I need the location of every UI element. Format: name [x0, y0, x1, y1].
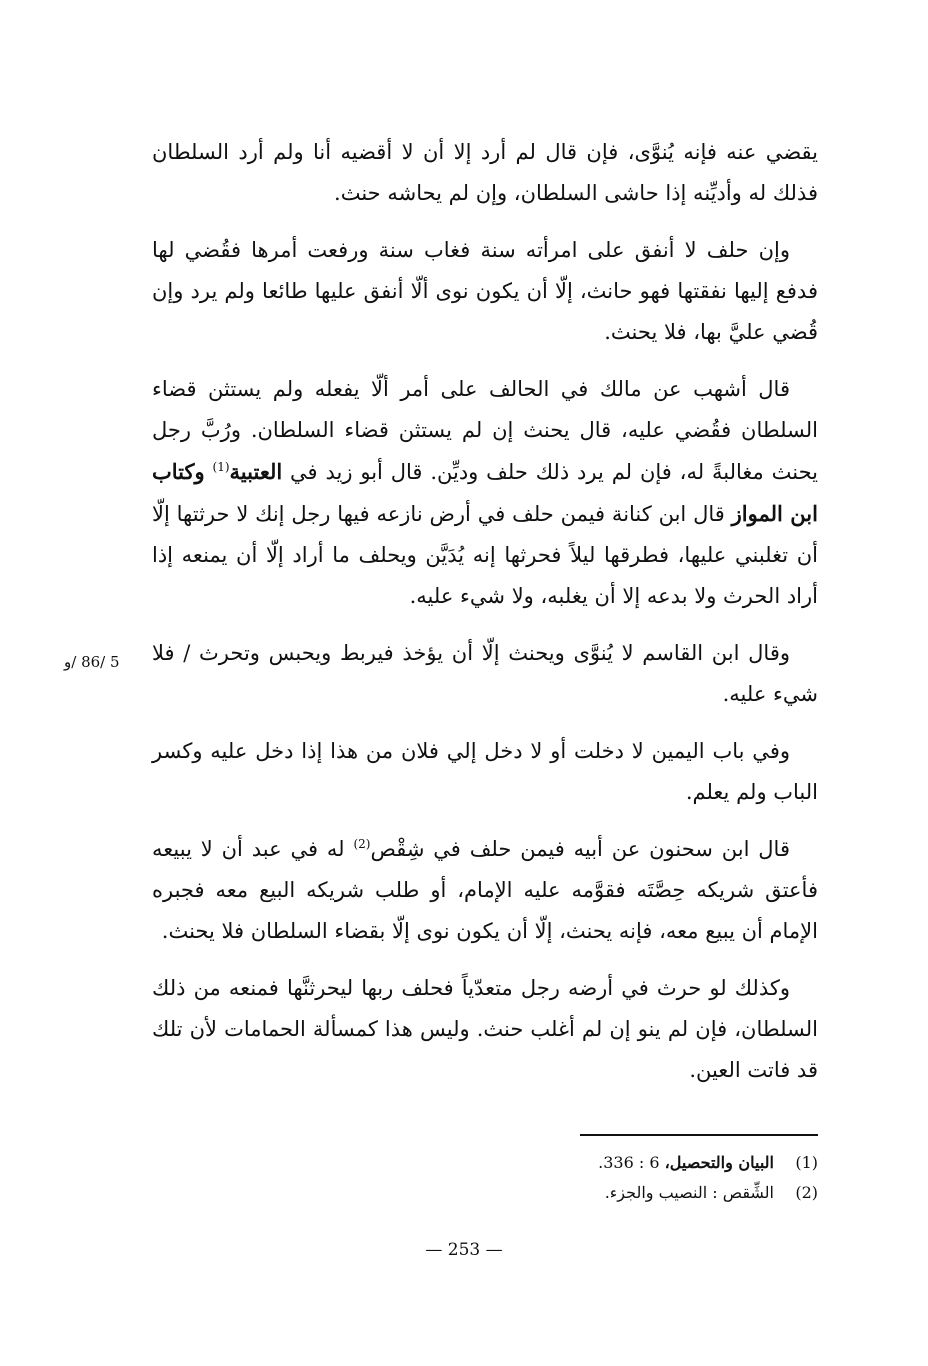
- paragraph-3: [152, 369, 818, 617]
- paragraph-6-part-2: له في عبد أن لا يبيعه فأعتق شريكه حِصَّتَه فقوَّمه عليه الإمام، أو طلب شريكه البيع معه فجبره الإمام أن يبيع معه، فإنه يحنث، إلّا أن يكون نوى إلّا بقضاء السلطان فلا يحنث.: [152, 837, 818, 943]
- paragraph-3-part-3: قال ابن كنانة فيمن حلف في أرض نازعه فيها رجل إنك لا حرثتها إلّا أن تغلبني عليها، فطرقها ليلاً فحرثها إنه يُدَيَّن ويحلف ما أراد إلّا أن يمنعه إذا أراد الحرث ولا بدعه إلا أن يغلبه، ولا شيء عليه.: [152, 502, 818, 608]
- paragraph-1: يقضي عنه فإنه يُنوَّى، فإن قال لم أرد إلا أن لا أقضيه أنا ولم أرد السلطان فذلك له وأديِّنه إذا حاشى السلطان، وإن لم يحاشه حنث.: [152, 140, 818, 205]
- footnote-citation: 6 : 336.: [598, 1153, 665, 1172]
- footnote-divider: [580, 1134, 818, 1136]
- paragraph-4: وقال ابن القاسم لا يُنوَّى ويحنث إلّا أن يؤخذ فيربط ويحبس وتحرث / فلا شيء عليه.: [152, 641, 818, 706]
- footnote-text: الشِّقص : النصيب والجزء.: [604, 1183, 774, 1202]
- footnote-text: [598, 1148, 774, 1178]
- footnote-ref-2[interactable]: (2): [353, 837, 371, 851]
- footnote-number: (2): [795, 1183, 818, 1202]
- footnote-bold-title: البيان والتحصيل،: [664, 1153, 774, 1172]
- footnotes: [400, 1148, 818, 1208]
- bold-term-utbiyya: العتبية: [229, 459, 283, 484]
- footnote-ref-1[interactable]: (1): [212, 460, 230, 474]
- paragraph-7: وكذلك لو حرث في أرضه رجل متعدّياً فحلف ربها ليحرثنَّها فمنعه من ذلك السلطان، فإن لم ينو إن لم أغلب حنث. وليس هذا كمسألة الحمامات لأن تلك قد فاتت العين.: [152, 976, 818, 1082]
- paragraph-3-part-1: قال أشهب عن مالك في الحالف على أمر ألّا يفعله ولم يستثن قضاء السلطان فقُضي عليه، قال يحنث إن لم يستثن قضاء السلطان. ورُبَّ رجل يحنث مغالبةً له، فإن لم يرد ذلك حلف وديِّن. قال أبو زيد في: [152, 377, 818, 484]
- paragraph-5: وفي باب اليمين لا دخلت أو لا دخل إلي فلان من هذا إذا دخل عليه وكسر الباب ولم يعلم.: [152, 739, 818, 804]
- paragraph-6: [152, 829, 818, 952]
- main-text: [152, 132, 818, 1107]
- footnote-1: [400, 1148, 818, 1178]
- footnote-number: (1): [795, 1153, 818, 1172]
- folio-margin-note: 5 /86 /و: [64, 653, 120, 671]
- footnote-2: [400, 1178, 818, 1208]
- paragraph-2: وإن حلف لا أنفق على امرأته سنة فغاب سنة ورفعت أمرها فقُضي لها فدفع إليها نفقتها فهو حانث، إلّا أن يكون نوى ألّا أنفق عليها طائعا ولم يرد وإن قُضي عليَّ بها، فلا يحنث.: [152, 238, 818, 344]
- page-number: — 253 —: [425, 1240, 503, 1260]
- paragraph-6-part-1: قال ابن سحنون عن أبيه فيمن حلف في شِقْص: [370, 837, 790, 861]
- bold-term-ibn-mawaz: وكتاب ابن المواز: [152, 459, 818, 526]
- paragraph-3-part-2: [205, 460, 213, 484]
